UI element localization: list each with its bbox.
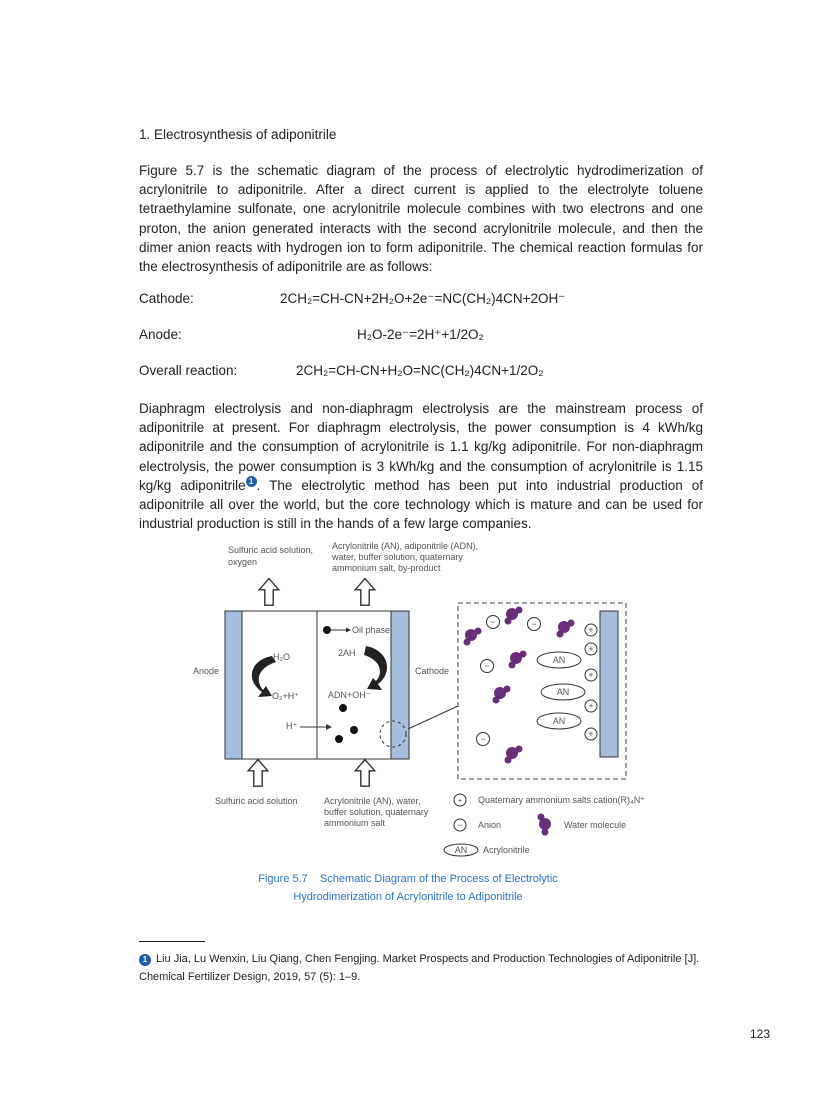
footnote-reference[interactable]: 1: [246, 476, 257, 487]
detail-cathode: [600, 611, 618, 757]
cations: [585, 624, 597, 740]
label-oil-phase: Oil phase: [352, 625, 391, 635]
figure-caption: [0, 870, 816, 906]
label-h-plus: H⁺: [286, 721, 298, 731]
label-bottom-right-line3: ammonium salt: [324, 818, 386, 828]
footnote-divider: [139, 941, 205, 942]
caption-line1: Figure 5.7 Schematic Diagram of the Process of Electrolytic: [258, 873, 558, 885]
zoom-pointer: [408, 706, 458, 729]
an-label: AN: [556, 687, 570, 697]
label-bottom-right-line1: Acrylonitrile (AN), water,: [324, 796, 421, 806]
outlet-arrow-left: [259, 579, 279, 606]
svg-text:−: −: [484, 661, 490, 671]
label-top-left-line2: oxygen: [228, 557, 258, 567]
label-2ah: 2AH: [338, 648, 356, 658]
footnote-text: Liu Jia, Lu Wenxin, Liu Qiang, Chen Fengjing. Market Prospects and Production Technologies of Adiponitrile [J]. Chemical Fertilizer Design, 2019, 57 (5): 1–9.: [139, 953, 700, 983]
equation-cathode: 2CH₂=CH-CN+2H₂O+2e⁻=NC(CH₂)4CN+2OH⁻: [280, 291, 566, 306]
section-heading: 1. Electrosynthesis of adiponitrile: [139, 127, 337, 142]
svg-text:+: +: [588, 644, 594, 654]
svg-text:+: +: [588, 701, 594, 711]
label-o2-h: O₂+H⁺: [272, 691, 299, 701]
cation-signs: [588, 625, 593, 739]
legend-water: Water molecule: [564, 820, 627, 830]
page-number: 123: [749, 1027, 770, 1041]
caption-line2: Hydrodimerization of Acrylonitrile to Adiponitrile: [293, 891, 523, 903]
label-bottom-right-line2: buffer solution, quaternary: [324, 807, 429, 817]
oil-drop: [323, 626, 331, 634]
legend-cation: Quaternary ammonium salts cation(R)₄N⁺: [478, 795, 645, 805]
anode-electrode: [225, 611, 242, 759]
svg-text:−: −: [490, 617, 496, 627]
svg-text:AN: AN: [454, 845, 468, 855]
equation-label-anode: Anode:: [139, 327, 182, 342]
anion-signs: [480, 617, 536, 744]
outlet-arrow-right: [355, 579, 375, 606]
cathode-label: Cathode: [415, 666, 450, 676]
svg-text:+: +: [457, 796, 463, 805]
svg-text:−: −: [457, 820, 463, 830]
inlet-arrow-left: [248, 760, 268, 787]
label-adn-oh: ADN+OH⁻: [328, 690, 371, 700]
legend-water-icon: [531, 812, 556, 837]
cathode-electrode: [391, 611, 409, 759]
svg-text:+: +: [588, 729, 594, 739]
svg-text:−: −: [480, 734, 486, 744]
svg-text:+: +: [588, 625, 594, 635]
inlet-arrow-right: [355, 760, 375, 787]
legend-anion: Anion: [478, 820, 502, 830]
label-top-right-line3: ammonium salt, by-product: [332, 563, 441, 573]
label-top-left-line1: Sulfuric acid solution,: [228, 545, 314, 555]
anions: [477, 616, 541, 746]
equation-label-cathode: Cathode:: [139, 291, 194, 306]
an-label: AN: [552, 655, 566, 665]
equation-label-overall: Overall reaction:: [139, 363, 238, 378]
legend-acrylonitrile: Acrylonitrile: [483, 845, 530, 855]
equation-anode: H₂O-2e⁻=2H⁺+1/2O₂: [357, 327, 484, 342]
label-top-right-line1: Acrylonitrile (AN), adiponitrile (ADN),: [332, 541, 479, 551]
label-top-right-line2: water, buffer solution, quaternary: [332, 552, 463, 562]
paragraph-processes-a: Diaphragm electrolysis and non-diaphragm electrolysis are the mainstream process of adiponitrile at present. For diaphragm electrolysis, the power consumption is 4 kWh/kg adiponitrile and the consumption of acrylonitrile is 1.1 kg/kg adiponitrile. For non-diaphragm electrolysis, the power consumption is 3 kWh/kg and the consumption of acrylonitrile is 1.15 kg/kg adiponitrile: [139, 401, 703, 493]
label-bottom-left: Sulfuric acid solution: [215, 796, 298, 806]
label-h2o: H₂O: [273, 652, 290, 662]
anode-label: Anode: [193, 666, 220, 676]
equation-overall: 2CH₂=CH-CN+H₂O=NC(CH₂)4CN+1/2O₂: [296, 363, 544, 378]
svg-text:+: +: [588, 670, 594, 680]
svg-text:−: −: [531, 619, 537, 629]
an-label: AN: [552, 716, 566, 726]
footnote-marker: 1: [139, 954, 151, 966]
paragraph-intro: Figure 5.7 is the schematic diagram of the process of electrolytic hydrodimerization of acrylonitrile to adiponitrile. After a direct current is applied to the electrolyte toluene tetraethylamine sulfonate, one acrylonitrile molecule combines with two electrons and one proton, the anion generated interacts with the second acrylonitrile molecule, and then the dimer anion reacts with hydrogen ion to form adiponitrile. The chemical reaction formulas for the electrosynthesis of adiponitrile are as follows:: [139, 163, 703, 275]
footnote: [139, 950, 709, 986]
paragraph-processes-b: . The electrolytic method has been put into industrial production of adiponitrile all over the world, but the core technology which is mature and can be used for industrial production is still in the hands of a few large companies.: [139, 477, 703, 532]
